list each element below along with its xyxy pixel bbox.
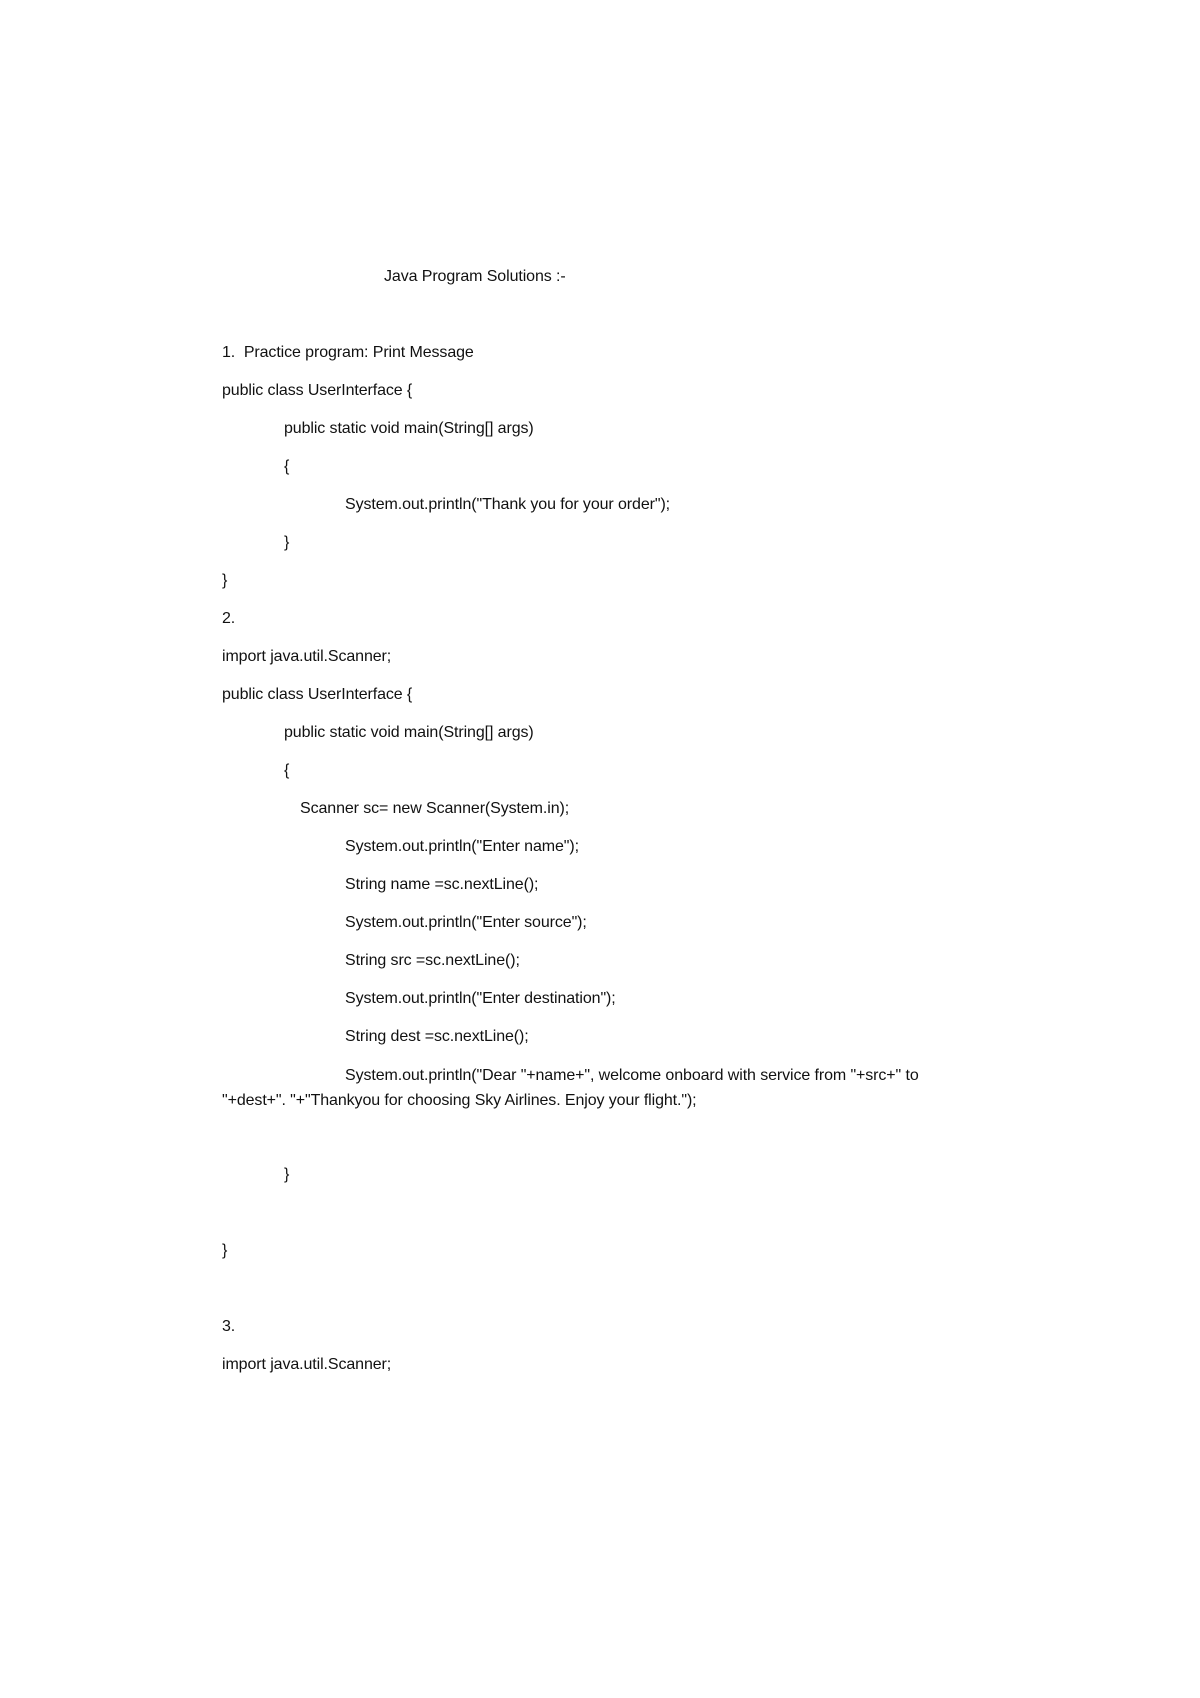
section-2-heading: 2. [222,610,236,627]
code-line: { [284,458,290,475]
section-3-heading: 3. [222,1318,236,1335]
code-line: Scanner sc= new Scanner(System.in); [300,800,570,817]
code-line-wrapped: System.out.println("Dear "+name+", welcome onboard with service from "+src+" to "+dest+". "+"Thankyou for choosing Sky Airlines. Enjoy your flight."); [222,1067,919,1109]
code-line: System.out.println("Thank you for your order"); [345,496,671,513]
code-line: import java.util.Scanner; [222,648,392,665]
code-line: { [284,762,290,779]
code-line: import java.util.Scanner; [222,1356,392,1373]
code-line: public class UserInterface { [222,382,413,399]
code-line: System.out.println("Enter name"); [345,838,579,855]
code-line: String src =sc.nextLine(); [345,952,520,969]
code-line: } [284,534,290,551]
code-line: System.out.println("Enter destination"); [345,990,616,1007]
code-line: } [222,572,228,589]
section-1-heading: 1. Practice program: Print Message [222,344,474,361]
code-line: public static void main(String[] args) [284,420,534,437]
code-line: String dest =sc.nextLine(); [345,1028,529,1045]
code-line: } [222,1242,228,1259]
code-line: public static void main(String[] args) [284,724,534,741]
document-title: Java Program Solutions :- [384,268,566,285]
code-line: System.out.println("Enter source"); [345,914,587,931]
code-line: public class UserInterface { [222,686,413,703]
code-line: String name =sc.nextLine(); [345,876,539,893]
code-line: } [284,1166,290,1183]
